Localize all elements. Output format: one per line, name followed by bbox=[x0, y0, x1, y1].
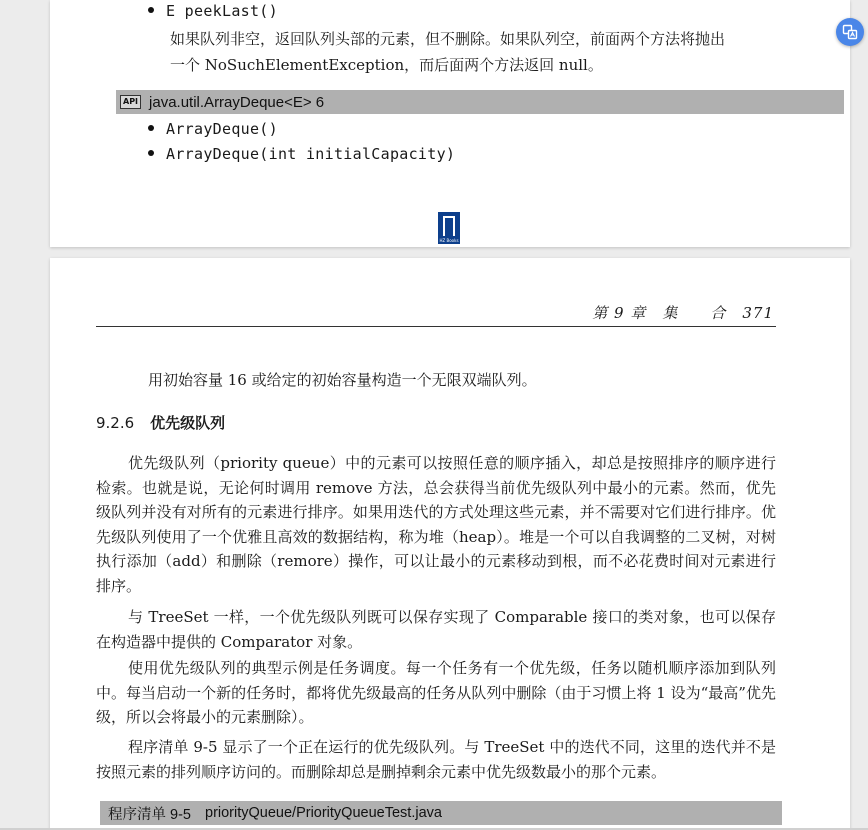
intro-text: 用初始容量 16 或给定的初始容量构造一个无限双端队列。 bbox=[148, 371, 537, 389]
paragraph: 优先级队列（priority queue）中的元素可以按照任意的顺序插入，却总是按照排序的顺序进行检索。也就是说，无论何时调用 remove 方法，总会获得当前优先级队列中最小的元素。然而，优先级队列并没有对所有的元素进行排序。如果用迭代的方式处理这些元素，并不需要对它们进行排序。优先级队列使用了一个优雅且高效的数据结构，称为堆（heap）。堆是一个可以自我调整的二叉树，对树执行添加（add）和删除（remore）操作，可以让最小的元素移动到根，而不必花费时间对元素进行排序。 bbox=[96, 454, 776, 595]
api-heading-bar bbox=[116, 90, 844, 114]
constructor-bullet bbox=[148, 120, 278, 138]
bullet-dot-icon bbox=[148, 7, 154, 13]
paragraph: 使用优先级队列的典型示例是任务调度。每一个任务有一个优先级，任务以随机顺序添加到队列中。每当启动一个新的任务时，都将优先级最高的任务从队列中删除（由于习惯上将 1 设为“最高”优先级，所以会将最小的元素删除）。 bbox=[96, 659, 776, 726]
paragraph: 与 TreeSet 一样，一个优先级队列既可以保存实现了 Comparable 接口的类对象，也可以保存在构造器中提供的 Comparator 对象。 bbox=[96, 608, 776, 651]
description-line: 如果队列非空，返回队列头部的元素，但不删除。如果队列空，前面两个方法将抛出 bbox=[170, 30, 726, 48]
running-header-text: 第 9 章 集 合 371 bbox=[592, 304, 774, 322]
constructor-signature: ArrayDeque() bbox=[166, 120, 278, 138]
logo-caption: HZ Books bbox=[439, 238, 459, 243]
paragraph: 程序清单 9-5 显示了一个正在运行的优先级队列。与 TreeSet 中的迭代不同，这里的迭代并不是按照元素的排列顺序访问的。而删除却总是删掉剩余元素中优先级数最小的那个元素。 bbox=[96, 738, 776, 781]
constructor-signature: ArrayDeque(int initialCapacity) bbox=[166, 145, 456, 163]
running-header bbox=[96, 302, 776, 327]
method-description bbox=[170, 26, 810, 78]
translate-icon bbox=[842, 24, 858, 40]
constructor-bullet bbox=[148, 145, 455, 163]
book-page-top bbox=[50, 0, 850, 247]
api-heading: java.util.ArrayDeque<E> 6 bbox=[149, 93, 325, 111]
section-title: 优先级队列 bbox=[150, 414, 226, 432]
method-signature: E peekLast() bbox=[166, 2, 278, 20]
listing-label: 程序清单 9-5 bbox=[108, 806, 191, 823]
method-bullet-peeklast bbox=[148, 2, 278, 20]
listing-file: priorityQueue/PriorityQueueTest.java bbox=[205, 805, 442, 821]
translate-button[interactable] bbox=[836, 18, 864, 46]
bullet-dot-icon bbox=[148, 125, 154, 131]
section-number: 9.2.6 bbox=[96, 414, 135, 432]
publisher-logo bbox=[438, 212, 460, 244]
section-heading bbox=[96, 412, 225, 433]
api-badge-icon: API bbox=[120, 95, 141, 109]
book-page-bottom bbox=[50, 258, 850, 830]
description-line: 一个 NoSuchElementException，而后面两个方法返回 null。 bbox=[170, 56, 603, 74]
bullet-dot-icon bbox=[148, 150, 154, 156]
code-listing-bar bbox=[100, 801, 782, 825]
